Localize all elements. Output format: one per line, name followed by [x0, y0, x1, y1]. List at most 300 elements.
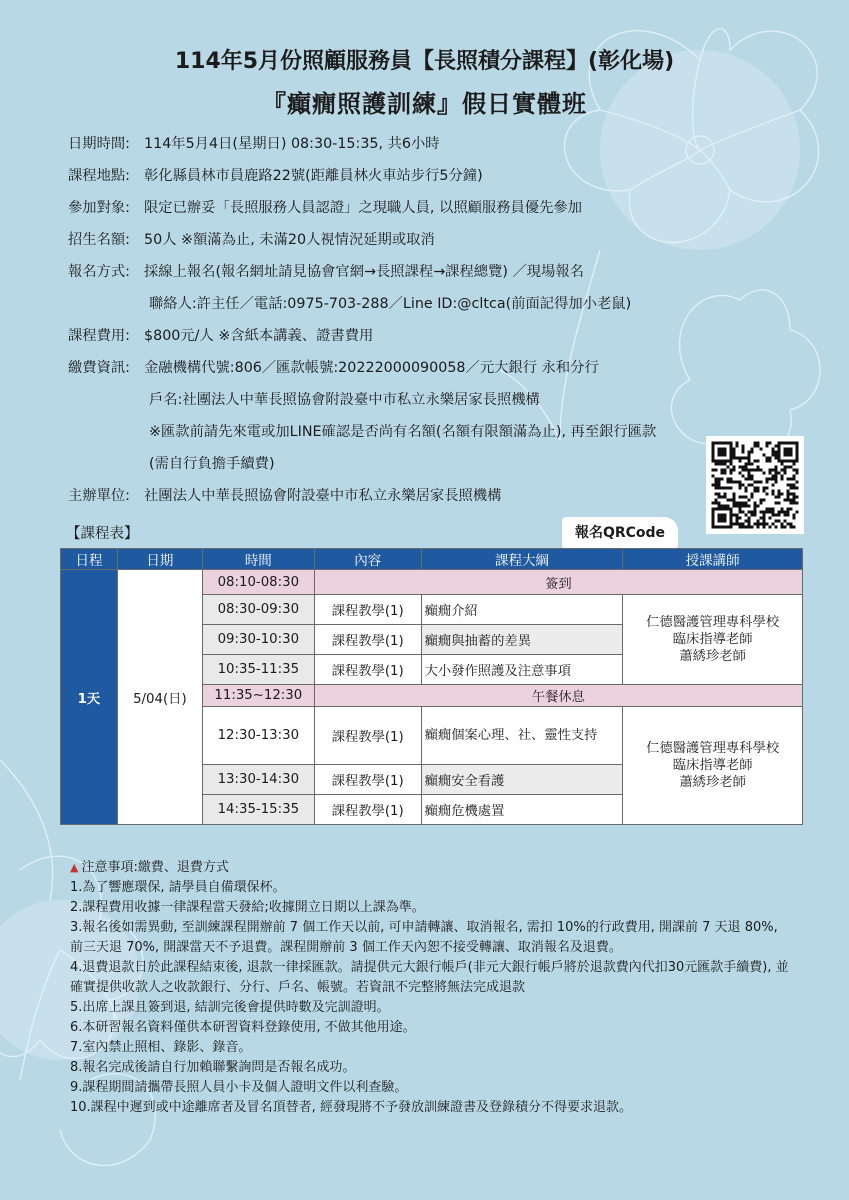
qr-module [763, 472, 766, 475]
qr-module [745, 469, 748, 472]
outline-cell: 大小發作照護及注意事項 [421, 655, 623, 685]
qr-module [778, 502, 781, 505]
qr-module [733, 502, 736, 505]
qr-module [748, 511, 751, 514]
qr-module [775, 481, 778, 484]
qr-module [727, 442, 730, 445]
qr-module [730, 463, 733, 466]
qr-module [730, 508, 733, 511]
qr-module [724, 472, 727, 475]
qr-module [748, 505, 751, 508]
qr-module [751, 478, 754, 481]
qr-module [793, 487, 796, 490]
qr-module [739, 466, 742, 469]
header-cell: 授課講師 [623, 549, 803, 570]
qr-module [784, 526, 787, 529]
qr-module [739, 496, 742, 499]
qr-module [751, 448, 754, 451]
qr-module [739, 481, 742, 484]
info-quota-row [68, 224, 656, 256]
info-contact-row: 聯絡人:許主任／電話:0975-703-288／Line ID:@cltca(前面記得加小老鼠) [149, 296, 632, 312]
qr-module [787, 448, 790, 451]
qr-module [790, 526, 793, 529]
qr-module [757, 505, 760, 508]
info-fee-row [68, 320, 656, 352]
qr-module [742, 526, 745, 529]
schedule-label: 【課程表】 [66, 526, 139, 542]
qr-module [787, 511, 790, 514]
qr-module [721, 478, 724, 481]
qr-module [736, 520, 739, 523]
qr-module [769, 508, 772, 511]
note-item: 5.出席上課且簽到退, 結訓完後會提供時數及完訓證明。 [70, 1000, 390, 1015]
content-cell: 課程教學(1) [314, 655, 421, 685]
teacher-name: 蕭綉珍老師 [679, 775, 746, 790]
time-cell: 08:30-09:30 [202, 595, 314, 625]
qr-module [769, 442, 772, 445]
info-value: $800元/人 ※含紙本講義、證書費用 [144, 328, 374, 344]
qr-module [787, 499, 790, 502]
note-item: 8.報名完成後請自行加賴聯繫詢問是否報名成功。 [70, 1060, 356, 1075]
qr-module [718, 484, 721, 487]
qr-module [748, 463, 751, 466]
qr-module [781, 442, 784, 445]
qr-module [751, 469, 754, 472]
qr-module [763, 454, 766, 457]
qr-module [793, 475, 796, 478]
qr-module [775, 502, 778, 505]
qr-module [754, 505, 757, 508]
qr-module [730, 442, 733, 445]
qr-module [751, 514, 754, 517]
qr-module [727, 460, 730, 463]
qr-module [745, 490, 748, 493]
qr-module [775, 478, 778, 481]
qr-module [787, 451, 790, 454]
header-cell: 時間 [202, 549, 314, 570]
qr-module [766, 508, 769, 511]
qr-module [787, 466, 790, 469]
qr-module [736, 445, 739, 448]
qr-module [766, 460, 769, 463]
qr-module [715, 484, 718, 487]
info-organizer-row [68, 480, 656, 512]
qr-module [760, 502, 763, 505]
qr-module [793, 499, 796, 502]
qr-module [790, 460, 793, 463]
outline-cell: 癲癇安全看護 [421, 765, 623, 795]
table-header-row [61, 549, 803, 570]
qr-module [724, 469, 727, 472]
qr-module [712, 445, 715, 448]
qr-module [712, 484, 715, 487]
qr-module [733, 454, 736, 457]
qr-module [793, 526, 796, 529]
qr-module [796, 481, 799, 484]
info-label: 繳費資訊: [68, 360, 131, 376]
qr-module [742, 457, 745, 460]
qr-module [733, 505, 736, 508]
qr-module [727, 478, 730, 481]
qr-module [712, 457, 715, 460]
qr-module [766, 487, 769, 490]
qr-module [763, 526, 766, 529]
qr-module [742, 484, 745, 487]
qr-module [766, 457, 769, 460]
qr-module [790, 484, 793, 487]
qr-module [712, 448, 715, 451]
qr-module [760, 469, 763, 472]
qr-module [754, 487, 757, 490]
day-cell: 1天 [61, 570, 118, 825]
qr-module [796, 460, 799, 463]
qr-module [712, 502, 715, 505]
qr-module [733, 514, 736, 517]
qr-module [754, 523, 757, 526]
time-cell: 11:35~12:30 [202, 685, 314, 707]
qr-module [733, 448, 736, 451]
qr-module [730, 487, 733, 490]
qr-module [724, 493, 727, 496]
qr-module [751, 511, 754, 514]
qr-module [736, 442, 739, 445]
qr-module [778, 472, 781, 475]
qr-code[interactable] [706, 436, 804, 534]
qr-module [766, 442, 769, 445]
qr-module [721, 448, 724, 451]
header-cell: 日期 [117, 549, 202, 570]
qr-module [712, 508, 715, 511]
note-item: 2.課程費用收據一律課程當天發給;收據開立日期以上課為準。 [70, 900, 425, 915]
qr-module [727, 487, 730, 490]
qr-module [736, 481, 739, 484]
qr-module [742, 496, 745, 499]
qr-module [721, 463, 724, 466]
qr-module [748, 454, 751, 457]
content-cell: 課程教學(1) [314, 625, 421, 655]
content-cell: 課程教學(1) [314, 595, 421, 625]
note-item: 7.室內禁止照相、錄影、錄音。 [70, 1040, 252, 1055]
qr-module [742, 466, 745, 469]
qr-module [745, 520, 748, 523]
qr-module [712, 460, 715, 463]
qr-module [763, 499, 766, 502]
qr-module [730, 517, 733, 520]
qr-module [763, 511, 766, 514]
qr-module [754, 514, 757, 517]
qr-module [790, 502, 793, 505]
warning-triangle-icon: ▲ [70, 861, 79, 874]
info-value: 彰化縣員林市員鹿路22號(距離員林火車站步行5分鐘) [144, 168, 483, 184]
qr-module [781, 460, 784, 463]
qr-module [715, 478, 718, 481]
qr-module [790, 478, 793, 481]
lunch-cell: 午餐休息 [314, 685, 802, 707]
qr-module [757, 520, 760, 523]
info-label: 課程費用: [68, 328, 131, 344]
qr-module [724, 451, 727, 454]
qr-module [724, 514, 727, 517]
qr-module [742, 505, 745, 508]
qr-module [766, 481, 769, 484]
info-label: 課程地點: [68, 168, 131, 184]
qr-module [712, 469, 715, 472]
qr-module [796, 451, 799, 454]
qr-module [751, 526, 754, 529]
qr-module [730, 526, 733, 529]
info-label: 參加對象: [68, 200, 131, 216]
qr-module [760, 523, 763, 526]
qr-module [712, 454, 715, 457]
qr-module [769, 517, 772, 520]
qr-module [787, 523, 790, 526]
qr-module [766, 478, 769, 481]
qr-module [727, 526, 730, 529]
qr-module [784, 469, 787, 472]
info-payment-row [68, 352, 656, 384]
info-label: 報名方式: [68, 264, 131, 280]
qr-module [781, 469, 784, 472]
qr-module [790, 442, 793, 445]
qr-module [733, 496, 736, 499]
outline-cell: 癲癇與抽蓄的差異 [421, 625, 623, 655]
qr-module [724, 448, 727, 451]
qr-module [718, 454, 721, 457]
qr-module [712, 451, 715, 454]
qr-module [757, 523, 760, 526]
qr-module [796, 502, 799, 505]
qr-module [781, 508, 784, 511]
qr-module [757, 469, 760, 472]
info-payment-fee-note: (需自行負擔手續費) [149, 456, 275, 472]
qr-module [745, 487, 748, 490]
qr-module [721, 520, 724, 523]
qr-module [778, 457, 781, 460]
teacher-school: 仁德醫護管理專科學校 [646, 741, 780, 756]
qr-module [730, 520, 733, 523]
qr-module [775, 520, 778, 523]
qr-module [742, 502, 745, 505]
qr-module [793, 514, 796, 517]
qr-module [739, 523, 742, 526]
qr-module [748, 517, 751, 520]
qr-module [739, 502, 742, 505]
qr-module [781, 493, 784, 496]
qr-module [757, 442, 760, 445]
content-cell: 課程教學(1) [314, 707, 421, 765]
qr-module [784, 460, 787, 463]
qr-module [796, 454, 799, 457]
qr-module [733, 499, 736, 502]
qr-module [727, 481, 730, 484]
qr-module [721, 451, 724, 454]
qr-module [775, 472, 778, 475]
info-value: 限定已辦妥「長照服務人員認證」之現職人員, 以照顧服務員優先參加 [144, 200, 582, 216]
qr-module [730, 451, 733, 454]
qr-module [739, 508, 742, 511]
qr-module [736, 523, 739, 526]
note-item: 4.退費退款日於此課程結束後, 退款一律採匯款。請提供元大銀行帳戶(非元大銀行帳戶將於退款費內代扣30元匯款手續費), 並確實提供收款人之收款銀行、分行、戶名、帳號。若資訊不完整將無法完成退款 [70, 960, 789, 995]
qr-module [736, 514, 739, 517]
info-register-row [68, 256, 656, 288]
qr-module [730, 481, 733, 484]
qr-module [718, 514, 721, 517]
qr-module [796, 457, 799, 460]
qr-module [742, 469, 745, 472]
info-label: 主辦單位: [68, 488, 131, 504]
qr-module [754, 460, 757, 463]
qr-module [757, 466, 760, 469]
qr-module [790, 523, 793, 526]
qr-module [787, 454, 790, 457]
header-cell: 課程大綱 [421, 549, 623, 570]
qr-module [772, 490, 775, 493]
qr-module [718, 493, 721, 496]
qr-module [724, 520, 727, 523]
qr-module [772, 475, 775, 478]
qr-module [733, 523, 736, 526]
qr-module [745, 502, 748, 505]
qr-module [778, 445, 781, 448]
qr-module [796, 442, 799, 445]
qr-module [760, 511, 763, 514]
qr-module [739, 505, 742, 508]
qr-module [790, 499, 793, 502]
qr-module [775, 469, 778, 472]
info-label: 招生名額: [68, 232, 131, 248]
qr-module [793, 463, 796, 466]
qr-module [775, 466, 778, 469]
qr-module [784, 520, 787, 523]
qr-module [730, 445, 733, 448]
qr-module [766, 445, 769, 448]
note-item: 10.課程中遲到或中途離席者及冒名頂替者, 經發現將不予發放訓練證書及登錄積分不得要求退款。 [70, 1100, 632, 1115]
date-cell: 5/04(日) [117, 570, 202, 825]
qr-module [733, 481, 736, 484]
qr-module [724, 508, 727, 511]
qr-module [781, 511, 784, 514]
qr-module [784, 448, 787, 451]
teacher-role: 臨床指導老師 [672, 632, 753, 647]
qr-module [772, 514, 775, 517]
qr-module [778, 520, 781, 523]
qr-module [724, 442, 727, 445]
qr-module [784, 454, 787, 457]
qr-module [763, 514, 766, 517]
qr-module [775, 457, 778, 460]
qr-module [790, 508, 793, 511]
qr-module [748, 451, 751, 454]
qr-module [739, 484, 742, 487]
qr-module [721, 526, 724, 529]
qr-module [739, 526, 742, 529]
qr-module [727, 499, 730, 502]
qr-module [745, 514, 748, 517]
qr-module [715, 526, 718, 529]
qr-module [745, 457, 748, 460]
content-cell: 課程教學(1) [314, 795, 421, 825]
qr-module [718, 478, 721, 481]
qr-module [772, 508, 775, 511]
qr-module [715, 508, 718, 511]
qr-module [796, 469, 799, 472]
info-target-row [68, 192, 656, 224]
qr-module [757, 490, 760, 493]
qr-module [742, 523, 745, 526]
qr-module [715, 502, 718, 505]
qr-module [784, 511, 787, 514]
qr-module [721, 460, 724, 463]
qr-module [772, 511, 775, 514]
qr-module [751, 493, 754, 496]
qr-module [787, 508, 790, 511]
qr-module [727, 466, 730, 469]
qr-module [763, 490, 766, 493]
qr-module [742, 451, 745, 454]
qr-module [721, 454, 724, 457]
qr-module [793, 484, 796, 487]
qr-module [757, 526, 760, 529]
checkin-cell: 簽到 [314, 570, 802, 595]
qr-module [757, 487, 760, 490]
qr-module [724, 454, 727, 457]
qr-module [781, 478, 784, 481]
qr-module [778, 442, 781, 445]
qr-module [763, 517, 766, 520]
qr-module [754, 511, 757, 514]
qr-module [730, 511, 733, 514]
qr-module [787, 442, 790, 445]
qr-module [718, 481, 721, 484]
qr-module [766, 511, 769, 514]
qr-module [715, 487, 718, 490]
qr-module [712, 475, 715, 478]
qr-module [787, 493, 790, 496]
teacher-name: 蕭綉珍老師 [679, 649, 746, 664]
teacher-school: 仁德醫護管理專科學校 [646, 615, 780, 630]
qr-module [790, 454, 793, 457]
qr-module [790, 493, 793, 496]
qr-module [721, 487, 724, 490]
time-cell: 08:10-08:30 [202, 570, 314, 595]
qr-module [778, 493, 781, 496]
qr-module [793, 460, 796, 463]
qr-module [715, 499, 718, 502]
qr-module [778, 496, 781, 499]
qr-module [712, 517, 715, 520]
qr-module [736, 457, 739, 460]
qr-module [736, 502, 739, 505]
qr-module [751, 475, 754, 478]
qr-module [769, 460, 772, 463]
qr-module [784, 514, 787, 517]
info-value: 社團法人中華長照協會附設臺中市私立永樂居家長照機構 [144, 488, 502, 504]
qr-module [784, 451, 787, 454]
qr-module [763, 523, 766, 526]
qr-module [796, 487, 799, 490]
qr-module [715, 460, 718, 463]
qr-module [733, 451, 736, 454]
outline-cell: 癲癇個案心理、社、靈性支持 [421, 707, 623, 765]
qr-module [793, 496, 796, 499]
qr-module [718, 463, 721, 466]
teacher-role: 臨床指導老師 [672, 758, 753, 773]
qr-module [778, 511, 781, 514]
info-value: 採線上報名(報名網址請見協會官網→長照課程→課程總覽) ／現場報名 [144, 264, 584, 280]
qr-module [757, 460, 760, 463]
qr-module [796, 511, 799, 514]
qr-module [790, 451, 793, 454]
